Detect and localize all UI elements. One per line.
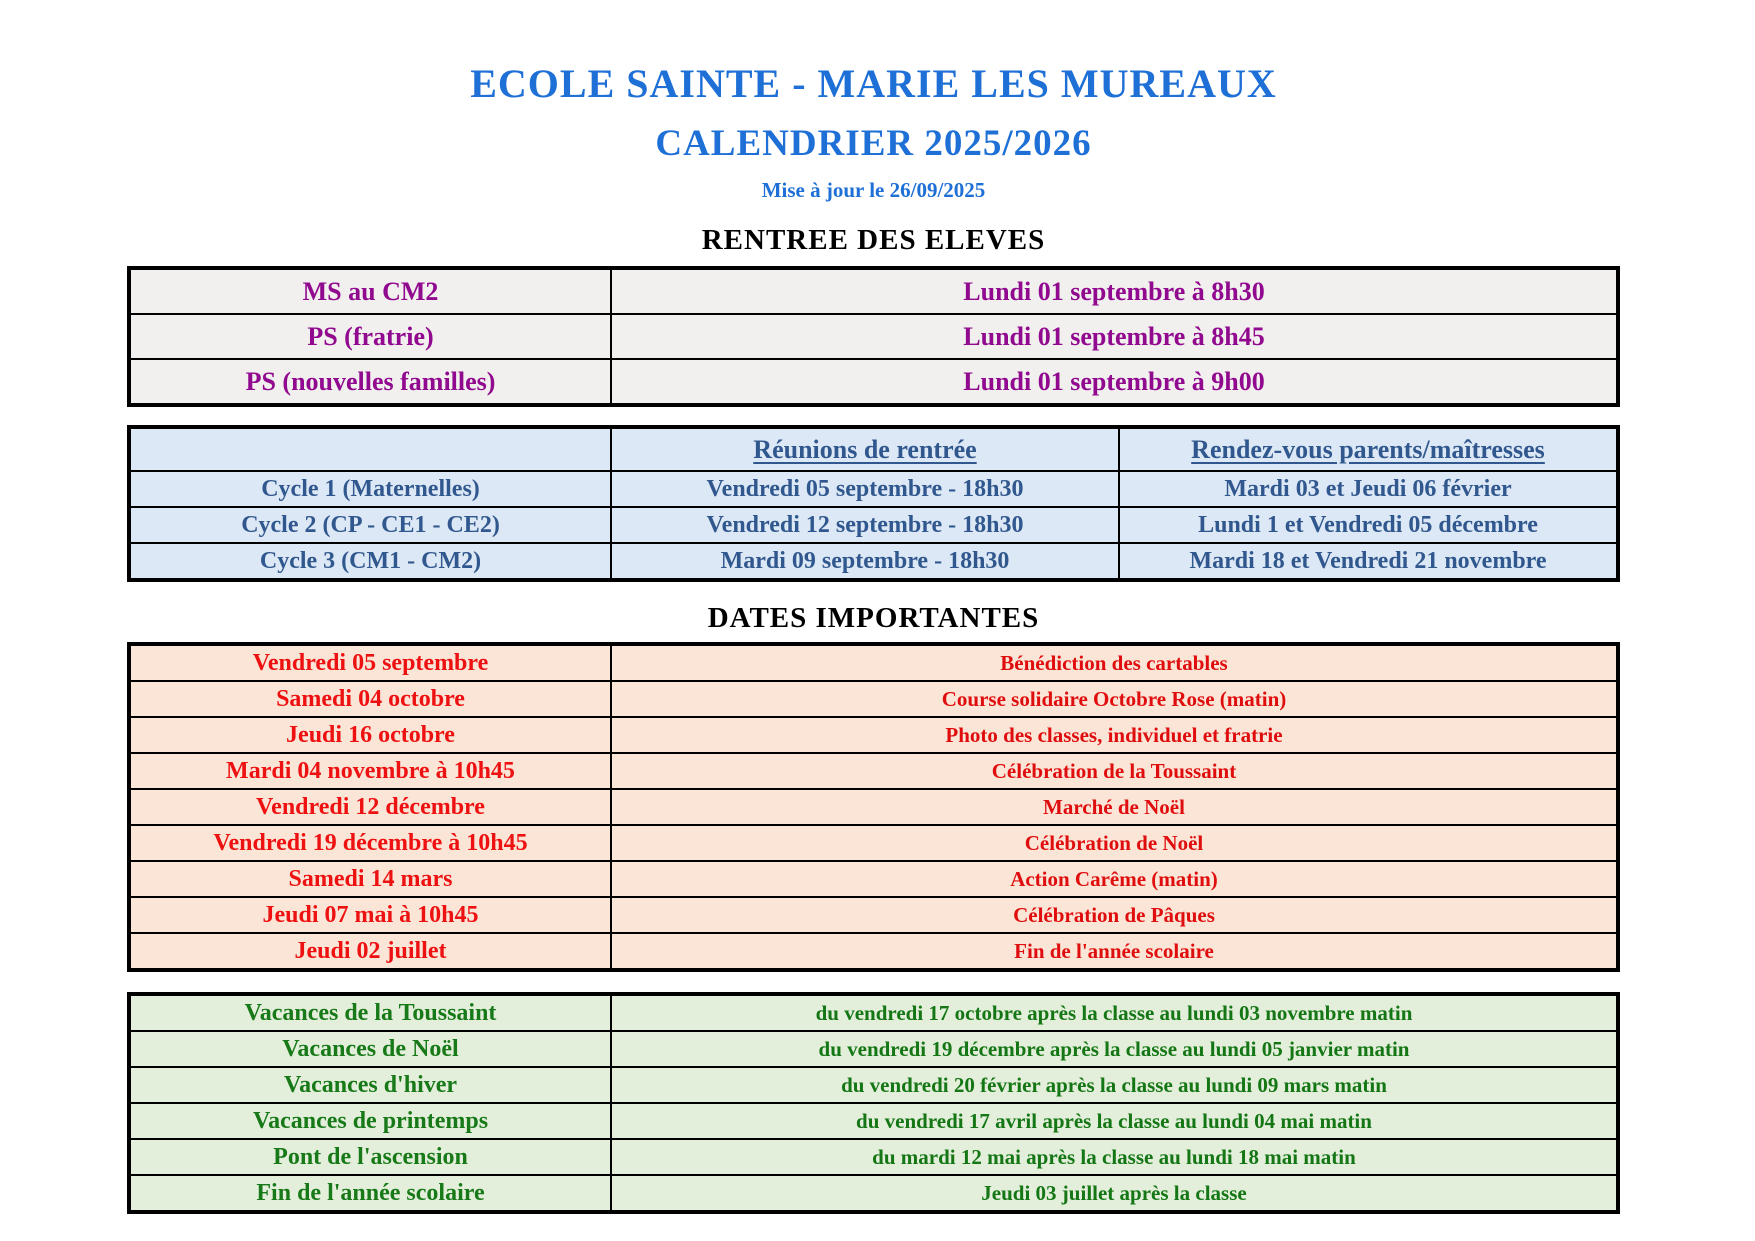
important-date-row (129, 717, 1618, 753)
event-cell: Fin de l'année scolaire (611, 933, 1618, 970)
vacation-label-cell: Pont de l'ascension (129, 1139, 611, 1175)
school-name-title: ECOLE SAINTE - MARIE LES MUREAUX (470, 61, 1277, 106)
cycle-cell: Cycle 2 (CP - CE1 - CE2) (129, 507, 611, 543)
date-cell: Samedi 14 mars (129, 861, 611, 897)
important-date-row (129, 753, 1618, 789)
vacation-row (129, 1103, 1618, 1139)
important-date-row (129, 933, 1618, 970)
rentree-section-heading: RENTREE DES ELEVES (701, 224, 1046, 256)
vacation-row (129, 994, 1618, 1031)
rdv-date-cell: Mardi 18 et Vendredi 21 novembre (1119, 543, 1618, 580)
reunion-date-cell: Vendredi 12 septembre - 18h30 (611, 507, 1119, 543)
vacation-period-cell: du vendredi 20 février après la classe au lundi 09 mars matin (611, 1067, 1618, 1103)
event-cell: Photo des classes, individuel et fratrie (611, 717, 1618, 753)
important-date-row (129, 897, 1618, 933)
reunion-date-cell: Vendredi 05 septembre - 18h30 (611, 471, 1119, 507)
rdv-date-cell: Mardi 03 et Jeudi 06 février (1119, 471, 1618, 507)
vacation-period-cell: du vendredi 17 avril après la classe au lundi 04 mai matin (611, 1103, 1618, 1139)
cycle-cell: Cycle 1 (Maternelles) (129, 471, 611, 507)
important-dates-table (127, 642, 1620, 972)
rentree-row (129, 268, 1618, 314)
vacation-label-cell: Fin de l'année scolaire (129, 1175, 611, 1212)
reunion-date-cell: Mardi 09 septembre - 18h30 (611, 543, 1119, 580)
class-group-cell: PS (nouvelles familles) (129, 359, 611, 405)
important-date-row (129, 825, 1618, 861)
class-group-cell: PS (fratrie) (129, 314, 611, 359)
vacation-period-cell: du vendredi 17 octobre après la classe au lundi 03 novembre matin (611, 994, 1618, 1031)
rentree-row (129, 314, 1618, 359)
reunions-row (129, 507, 1618, 543)
rdv-date-cell: Lundi 1 et Vendredi 05 décembre (1119, 507, 1618, 543)
rdv-column-header: Rendez-vous parents/maîtresses (1119, 427, 1618, 471)
event-cell: Course solidaire Octobre Rose (matin) (611, 681, 1618, 717)
document-content (127, 0, 1620, 1214)
vacation-period-cell: du mardi 12 mai après la classe au lundi 18 mai matin (611, 1139, 1618, 1175)
vacation-row (129, 1031, 1618, 1067)
important-date-row (129, 789, 1618, 825)
reunions-table (127, 425, 1620, 582)
vacation-row (129, 1175, 1618, 1212)
reunions-column-header: Réunions de rentrée (611, 427, 1119, 471)
date-cell: Jeudi 16 octobre (129, 717, 611, 753)
vacation-label-cell: Vacances de la Toussaint (129, 994, 611, 1031)
important-date-row (129, 681, 1618, 717)
updated-date-note: Mise à jour le 26/09/2025 (761, 178, 986, 202)
reunions-header-row (129, 427, 1618, 471)
vacation-period-cell: du vendredi 19 décembre après la classe au lundi 05 janvier matin (611, 1031, 1618, 1067)
date-cell: Samedi 04 octobre (129, 681, 611, 717)
rentree-table (127, 266, 1620, 407)
vacations-table (127, 992, 1620, 1214)
rentree-time-cell: Lundi 01 septembre à 9h00 (611, 359, 1618, 405)
vacation-label-cell: Vacances de printemps (129, 1103, 611, 1139)
date-cell: Vendredi 05 septembre (129, 644, 611, 681)
important-date-row (129, 644, 1618, 681)
date-cell: Jeudi 07 mai à 10h45 (129, 897, 611, 933)
event-cell: Marché de Noël (611, 789, 1618, 825)
date-cell: Jeudi 02 juillet (129, 933, 611, 970)
event-cell: Célébration de Noël (611, 825, 1618, 861)
calendar-year-title: CALENDRIER 2025/2026 (655, 123, 1092, 164)
vacation-period-cell: Jeudi 03 juillet après la classe (611, 1175, 1618, 1212)
rentree-row (129, 359, 1618, 405)
vacation-row (129, 1139, 1618, 1175)
cycle-cell: Cycle 3 (CM1 - CM2) (129, 543, 611, 580)
vacation-row (129, 1067, 1618, 1103)
event-cell: Célébration de Pâques (611, 897, 1618, 933)
rentree-time-cell: Lundi 01 septembre à 8h30 (611, 268, 1618, 314)
event-cell: Action Carême (matin) (611, 861, 1618, 897)
date-cell: Mardi 04 novembre à 10h45 (129, 753, 611, 789)
reunions-row (129, 543, 1618, 580)
date-cell: Vendredi 19 décembre à 10h45 (129, 825, 611, 861)
reunions-row (129, 471, 1618, 507)
date-cell: Vendredi 12 décembre (129, 789, 611, 825)
important-date-row (129, 861, 1618, 897)
rentree-time-cell: Lundi 01 septembre à 8h45 (611, 314, 1618, 359)
event-cell: Célébration de la Toussaint (611, 753, 1618, 789)
dates-section-heading: DATES IMPORTANTES (707, 602, 1040, 634)
class-group-cell: MS au CM2 (129, 268, 611, 314)
vacation-label-cell: Vacances d'hiver (129, 1067, 611, 1103)
reunions-header-empty-cell (129, 427, 611, 471)
vacation-label-cell: Vacances de Noël (129, 1031, 611, 1067)
event-cell: Bénédiction des cartables (611, 644, 1618, 681)
